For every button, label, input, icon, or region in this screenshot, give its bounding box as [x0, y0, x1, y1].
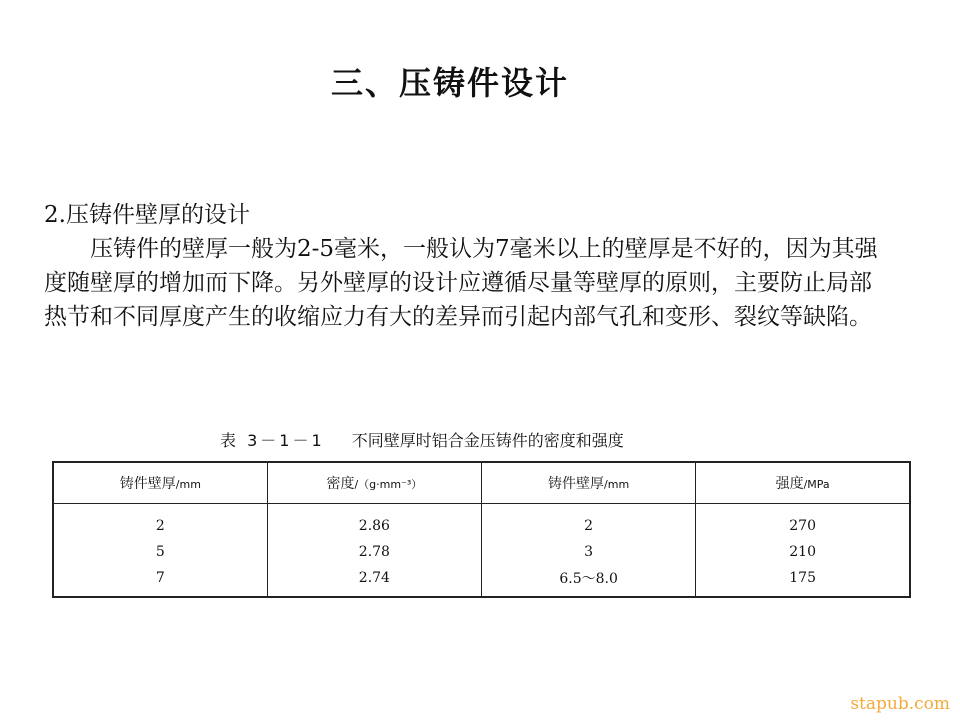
- table-cell: 2.86: [267, 504, 481, 540]
- table-cell: 270: [696, 504, 910, 540]
- table-caption-prefix: 表: [220, 431, 237, 450]
- body-text: [44, 198, 894, 334]
- page-title: 三、压铸件设计: [330, 64, 569, 102]
- header-wall-thickness-2: 铸件壁厚/mm: [482, 462, 696, 504]
- table-row: [53, 539, 910, 565]
- table-cell: 6.5～8.0: [482, 565, 696, 597]
- table-caption-number: 3－1－1: [247, 431, 325, 450]
- table-cell: 210: [696, 539, 910, 565]
- table-row: [53, 504, 910, 540]
- table-caption-title: 不同壁厚时铝合金压铸件的密度和强度: [351, 431, 624, 450]
- table-cell: 7: [53, 565, 267, 597]
- table-cell: 2.74: [267, 565, 481, 597]
- table-cell: 3: [482, 539, 696, 565]
- header-wall-thickness: 铸件壁厚/mm: [53, 462, 267, 504]
- table-cell: 2: [53, 504, 267, 540]
- table-caption: [220, 428, 624, 451]
- data-table: [52, 461, 911, 598]
- table-cell: 2.78: [267, 539, 481, 565]
- paragraph: 压铸件的壁厚一般为2-5毫米，一般认为7毫米以上的壁厚是不好的，因为其强度随壁厚的增加而下降。另外壁厚的设计应遵循尽量等壁厚的原则，主要防止局部热节和不同厚度产生的收缩应力有大的差异而引起内部气孔和变形、裂纹等缺陷。: [44, 236, 878, 330]
- section-heading: 2.压铸件壁厚的设计: [44, 202, 250, 228]
- header-density: 密度/（g·mm⁻³）: [267, 462, 481, 504]
- table-row: [53, 565, 910, 597]
- watermark: stapub.com: [850, 694, 950, 714]
- header-strength: 强度/MPa: [696, 462, 910, 504]
- table-cell: 2: [482, 504, 696, 540]
- table-cell: 175: [696, 565, 910, 597]
- table-cell: 5: [53, 539, 267, 565]
- table-header-row: [53, 462, 910, 504]
